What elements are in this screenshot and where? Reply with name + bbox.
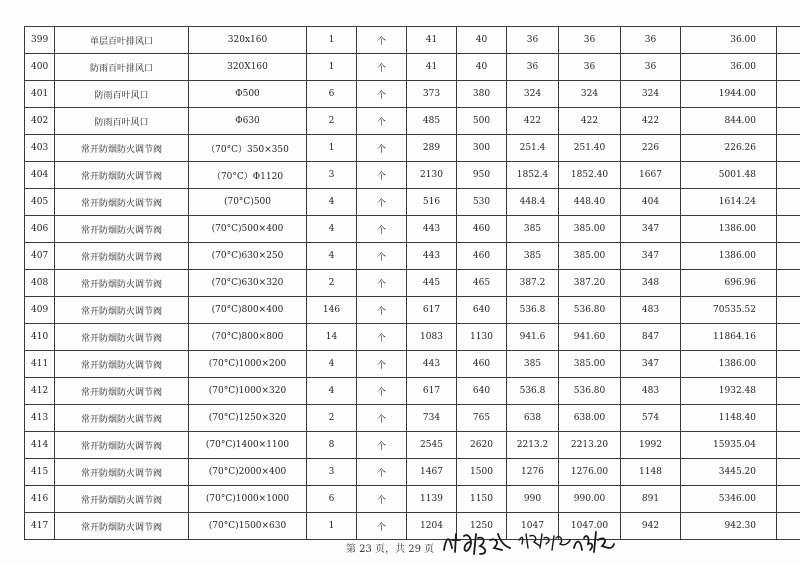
item-name-cell: 常开防烟防火调节阀 <box>55 513 189 540</box>
item-name-cell: 常开防烟防火调节阀 <box>55 351 189 378</box>
remark-cell <box>777 378 800 405</box>
quantity-cell: 4 <box>307 243 357 270</box>
remark-cell <box>777 216 800 243</box>
price-5-cell: 36 <box>621 54 681 81</box>
row-number-cell: 409 <box>25 297 55 324</box>
price-4-cell: 36 <box>559 54 621 81</box>
price-2-cell: 500 <box>457 108 507 135</box>
item-name-cell: 常开防烟防火调节阀 <box>55 243 189 270</box>
unit-cell: 个 <box>357 297 407 324</box>
spec-cell: (70°C)1000×1000 <box>189 486 307 513</box>
item-name-cell: 常开防烟防火调节阀 <box>55 162 189 189</box>
price-1-cell: 2130 <box>407 162 457 189</box>
item-name-cell: 常开防烟防火调节阀 <box>55 405 189 432</box>
item-name-cell: 防雨百叶风口 <box>55 108 189 135</box>
remark-cell <box>777 324 800 351</box>
table-row <box>25 135 800 162</box>
price-3-cell: 387.2 <box>507 270 559 297</box>
price-1-cell: 1204 <box>407 513 457 540</box>
price-4-cell: 448.40 <box>559 189 621 216</box>
table-row <box>25 189 800 216</box>
remark-cell <box>777 54 800 81</box>
price-5-cell: 226 <box>621 135 681 162</box>
row-number-cell: 400 <box>25 54 55 81</box>
total-cell: 226.26 <box>681 135 777 162</box>
item-name-cell: 常开防烟防火调节阀 <box>55 324 189 351</box>
price-5-cell: 891 <box>621 486 681 513</box>
price-1-cell: 1139 <box>407 486 457 513</box>
table-row <box>25 405 800 432</box>
remark-cell <box>777 81 800 108</box>
item-name-cell: 常开防烟防火调节阀 <box>55 459 189 486</box>
price-3-cell: 422 <box>507 108 559 135</box>
price-3-cell: 36 <box>507 54 559 81</box>
row-number-cell: 404 <box>25 162 55 189</box>
price-3-cell: 1852.4 <box>507 162 559 189</box>
table-row <box>25 216 800 243</box>
price-5-cell: 347 <box>621 243 681 270</box>
price-2-cell: 460 <box>457 351 507 378</box>
unit-cell: 个 <box>357 81 407 108</box>
spec-cell: 320x160 <box>189 27 307 54</box>
price-4-cell: 536.80 <box>559 378 621 405</box>
total-cell: 1386.00 <box>681 351 777 378</box>
price-4-cell: 385.00 <box>559 243 621 270</box>
price-1-cell: 445 <box>407 270 457 297</box>
quantity-cell: 2 <box>307 405 357 432</box>
price-2-cell: 465 <box>457 270 507 297</box>
unit-cell: 个 <box>357 486 407 513</box>
table-row <box>25 270 800 297</box>
page-number: 第 23 页，共 29 页 <box>346 544 435 555</box>
spec-cell: （70°C）Φ1120 <box>189 162 307 189</box>
quantity-cell: 3 <box>307 459 357 486</box>
page-footer <box>0 540 800 560</box>
price-2-cell: 765 <box>457 405 507 432</box>
unit-cell: 个 <box>357 513 407 540</box>
item-name-cell: 常开防烟防火调节阀 <box>55 189 189 216</box>
quantity-cell: 146 <box>307 297 357 324</box>
row-number-cell: 401 <box>25 81 55 108</box>
remark-cell <box>777 135 800 162</box>
price-4-cell: 324 <box>559 81 621 108</box>
price-3-cell: 385 <box>507 243 559 270</box>
spec-cell: (70°C)1000×320 <box>189 378 307 405</box>
table-row <box>25 432 800 459</box>
spec-cell: (70°C)630×250 <box>189 243 307 270</box>
table-body <box>25 27 800 540</box>
price-4-cell: 422 <box>559 108 621 135</box>
spec-cell: (70°C)800×800 <box>189 324 307 351</box>
quantity-cell: 1 <box>307 54 357 81</box>
table-row <box>25 459 800 486</box>
price-2-cell: 460 <box>457 243 507 270</box>
price-4-cell: 990.00 <box>559 486 621 513</box>
price-2-cell: 1150 <box>457 486 507 513</box>
quantity-cell: 2 <box>307 270 357 297</box>
remark-cell <box>777 513 800 540</box>
unit-cell: 个 <box>357 216 407 243</box>
price-1-cell: 443 <box>407 216 457 243</box>
item-name-cell: 防雨百叶排风口 <box>55 54 189 81</box>
spec-cell: (70°C)1500×630 <box>189 513 307 540</box>
unit-cell: 个 <box>357 54 407 81</box>
quantity-cell: 4 <box>307 351 357 378</box>
price-3-cell: 324 <box>507 81 559 108</box>
price-1-cell: 734 <box>407 405 457 432</box>
row-number-cell: 399 <box>25 27 55 54</box>
remark-cell <box>777 270 800 297</box>
price-5-cell: 347 <box>621 216 681 243</box>
table-row <box>25 243 800 270</box>
spec-cell: (70°C)1000×200 <box>189 351 307 378</box>
price-4-cell: 1276.00 <box>559 459 621 486</box>
price-1-cell: 41 <box>407 54 457 81</box>
row-number-cell: 413 <box>25 405 55 432</box>
spec-cell: (70°C)1250×320 <box>189 405 307 432</box>
price-1-cell: 1467 <box>407 459 457 486</box>
row-number-cell: 403 <box>25 135 55 162</box>
price-2-cell: 640 <box>457 297 507 324</box>
price-1-cell: 516 <box>407 189 457 216</box>
price-2-cell: 380 <box>457 81 507 108</box>
total-cell: 36.00 <box>681 54 777 81</box>
quantity-cell: 1 <box>307 27 357 54</box>
table-row <box>25 378 800 405</box>
price-4-cell: 385.00 <box>559 351 621 378</box>
price-4-cell: 941.60 <box>559 324 621 351</box>
item-name-cell: 常开防烟防火调节阀 <box>55 432 189 459</box>
price-2-cell: 1130 <box>457 324 507 351</box>
spec-cell: Φ500 <box>189 81 307 108</box>
unit-cell: 个 <box>357 459 407 486</box>
unit-cell: 个 <box>357 27 407 54</box>
table-row <box>25 54 800 81</box>
unit-cell: 个 <box>357 432 407 459</box>
price-4-cell: 2213.20 <box>559 432 621 459</box>
item-name-cell: 单层百叶排风口 <box>55 27 189 54</box>
quantity-cell: 4 <box>307 189 357 216</box>
price-table <box>24 26 800 540</box>
price-3-cell: 448.4 <box>507 189 559 216</box>
total-cell: 942.30 <box>681 513 777 540</box>
total-cell: 5346.00 <box>681 486 777 513</box>
spec-cell: (70°C)500×400 <box>189 216 307 243</box>
price-4-cell: 638.00 <box>559 405 621 432</box>
total-cell: 696.96 <box>681 270 777 297</box>
row-number-cell: 406 <box>25 216 55 243</box>
unit-cell: 个 <box>357 324 407 351</box>
price-5-cell: 347 <box>621 351 681 378</box>
price-5-cell: 422 <box>621 108 681 135</box>
price-5-cell: 942 <box>621 513 681 540</box>
row-number-cell: 411 <box>25 351 55 378</box>
price-5-cell: 36 <box>621 27 681 54</box>
handwritten-signature-2 <box>516 528 572 552</box>
quantity-cell: 6 <box>307 81 357 108</box>
price-2-cell: 640 <box>457 378 507 405</box>
handwritten-signature-1 <box>440 528 512 558</box>
total-cell: 1386.00 <box>681 243 777 270</box>
row-number-cell: 402 <box>25 108 55 135</box>
row-number-cell: 408 <box>25 270 55 297</box>
spec-cell: 320X160 <box>189 54 307 81</box>
quantity-cell: 14 <box>307 324 357 351</box>
spec-cell: (70°C)1400×1100 <box>189 432 307 459</box>
spec-cell: (70°C)630×320 <box>189 270 307 297</box>
row-number-cell: 412 <box>25 378 55 405</box>
quantity-cell: 4 <box>307 216 357 243</box>
price-3-cell: 1276 <box>507 459 559 486</box>
price-2-cell: 2620 <box>457 432 507 459</box>
table-row <box>25 486 800 513</box>
price-1-cell: 617 <box>407 378 457 405</box>
remark-cell <box>777 459 800 486</box>
remark-cell <box>777 243 800 270</box>
price-1-cell: 1083 <box>407 324 457 351</box>
item-name-cell: 常开防烟防火调节阀 <box>55 297 189 324</box>
price-2-cell: 40 <box>457 54 507 81</box>
unit-cell: 个 <box>357 189 407 216</box>
total-cell: 1932.48 <box>681 378 777 405</box>
spec-cell: (70°C)800×400 <box>189 297 307 324</box>
price-1-cell: 41 <box>407 27 457 54</box>
price-5-cell: 1148 <box>621 459 681 486</box>
price-5-cell: 324 <box>621 81 681 108</box>
table-row <box>25 351 800 378</box>
price-4-cell: 1852.40 <box>559 162 621 189</box>
remark-cell <box>777 162 800 189</box>
price-3-cell: 251.4 <box>507 135 559 162</box>
price-5-cell: 404 <box>621 189 681 216</box>
price-4-cell: 1047.00 <box>559 513 621 540</box>
price-2-cell: 460 <box>457 216 507 243</box>
price-3-cell: 2213.2 <box>507 432 559 459</box>
price-2-cell: 530 <box>457 189 507 216</box>
table-row <box>25 513 800 540</box>
price-4-cell: 536.80 <box>559 297 621 324</box>
price-2-cell: 1250 <box>457 513 507 540</box>
price-3-cell: 36 <box>507 27 559 54</box>
price-3-cell: 385 <box>507 216 559 243</box>
quantity-cell: 1 <box>307 513 357 540</box>
price-2-cell: 40 <box>457 27 507 54</box>
price-5-cell: 348 <box>621 270 681 297</box>
table-row <box>25 297 800 324</box>
item-name-cell: 防雨百叶风口 <box>55 81 189 108</box>
remark-cell <box>777 432 800 459</box>
total-cell: 1614.24 <box>681 189 777 216</box>
row-number-cell: 416 <box>25 486 55 513</box>
price-1-cell: 485 <box>407 108 457 135</box>
unit-cell: 个 <box>357 162 407 189</box>
price-1-cell: 443 <box>407 243 457 270</box>
price-3-cell: 638 <box>507 405 559 432</box>
table-row <box>25 324 800 351</box>
item-name-cell: 常开防烟防火调节阀 <box>55 486 189 513</box>
row-number-cell: 415 <box>25 459 55 486</box>
item-name-cell: 常开防烟防火调节阀 <box>55 216 189 243</box>
spec-cell: （70°C）350×350 <box>189 135 307 162</box>
total-cell: 11864.16 <box>681 324 777 351</box>
quantity-cell: 4 <box>307 378 357 405</box>
unit-cell: 个 <box>357 243 407 270</box>
unit-cell: 个 <box>357 378 407 405</box>
total-cell: 1148.40 <box>681 405 777 432</box>
remark-cell <box>777 27 800 54</box>
price-3-cell: 536.8 <box>507 378 559 405</box>
price-5-cell: 1667 <box>621 162 681 189</box>
row-number-cell: 405 <box>25 189 55 216</box>
total-cell: 844.00 <box>681 108 777 135</box>
table-row <box>25 162 800 189</box>
row-number-cell: 407 <box>25 243 55 270</box>
price-1-cell: 373 <box>407 81 457 108</box>
item-name-cell: 常开防烟防火调节阀 <box>55 270 189 297</box>
remark-cell <box>777 297 800 324</box>
item-name-cell: 常开防烟防火调节阀 <box>55 378 189 405</box>
row-number-cell: 417 <box>25 513 55 540</box>
price-5-cell: 483 <box>621 378 681 405</box>
total-cell: 1386.00 <box>681 216 777 243</box>
spec-cell: (70°C)2000×400 <box>189 459 307 486</box>
remark-cell <box>777 486 800 513</box>
remark-cell <box>777 405 800 432</box>
table-row <box>25 108 800 135</box>
quantity-cell: 1 <box>307 135 357 162</box>
price-2-cell: 1500 <box>457 459 507 486</box>
spec-cell: (70°C)500 <box>189 189 307 216</box>
price-4-cell: 385.00 <box>559 216 621 243</box>
unit-cell: 个 <box>357 108 407 135</box>
unit-cell: 个 <box>357 135 407 162</box>
quantity-cell: 2 <box>307 108 357 135</box>
price-1-cell: 443 <box>407 351 457 378</box>
price-5-cell: 847 <box>621 324 681 351</box>
price-5-cell: 1992 <box>621 432 681 459</box>
price-4-cell: 36 <box>559 27 621 54</box>
price-1-cell: 289 <box>407 135 457 162</box>
item-name-cell: 常开防烟防火调节阀 <box>55 135 189 162</box>
table-row <box>25 27 800 54</box>
handwritten-signature-3 <box>570 528 616 556</box>
total-cell: 1944.00 <box>681 81 777 108</box>
quantity-cell: 8 <box>307 432 357 459</box>
spec-cell: Φ630 <box>189 108 307 135</box>
total-cell: 70535.52 <box>681 297 777 324</box>
table-row <box>25 81 800 108</box>
price-4-cell: 387.20 <box>559 270 621 297</box>
price-2-cell: 950 <box>457 162 507 189</box>
total-cell: 36.00 <box>681 27 777 54</box>
price-1-cell: 2545 <box>407 432 457 459</box>
price-3-cell: 536.8 <box>507 297 559 324</box>
remark-cell <box>777 351 800 378</box>
row-number-cell: 414 <box>25 432 55 459</box>
price-3-cell: 385 <box>507 351 559 378</box>
quantity-cell: 6 <box>307 486 357 513</box>
unit-cell: 个 <box>357 405 407 432</box>
row-number-cell: 410 <box>25 324 55 351</box>
quantity-cell: 3 <box>307 162 357 189</box>
remark-cell <box>777 108 800 135</box>
price-4-cell: 251.40 <box>559 135 621 162</box>
total-cell: 5001.48 <box>681 162 777 189</box>
total-cell: 3445.20 <box>681 459 777 486</box>
unit-cell: 个 <box>357 270 407 297</box>
price-5-cell: 574 <box>621 405 681 432</box>
price-3-cell: 990 <box>507 486 559 513</box>
total-cell: 15935.04 <box>681 432 777 459</box>
price-3-cell: 1047 <box>507 513 559 540</box>
price-3-cell: 941.6 <box>507 324 559 351</box>
price-5-cell: 483 <box>621 297 681 324</box>
price-1-cell: 617 <box>407 297 457 324</box>
price-2-cell: 300 <box>457 135 507 162</box>
unit-cell: 个 <box>357 351 407 378</box>
remark-cell <box>777 189 800 216</box>
